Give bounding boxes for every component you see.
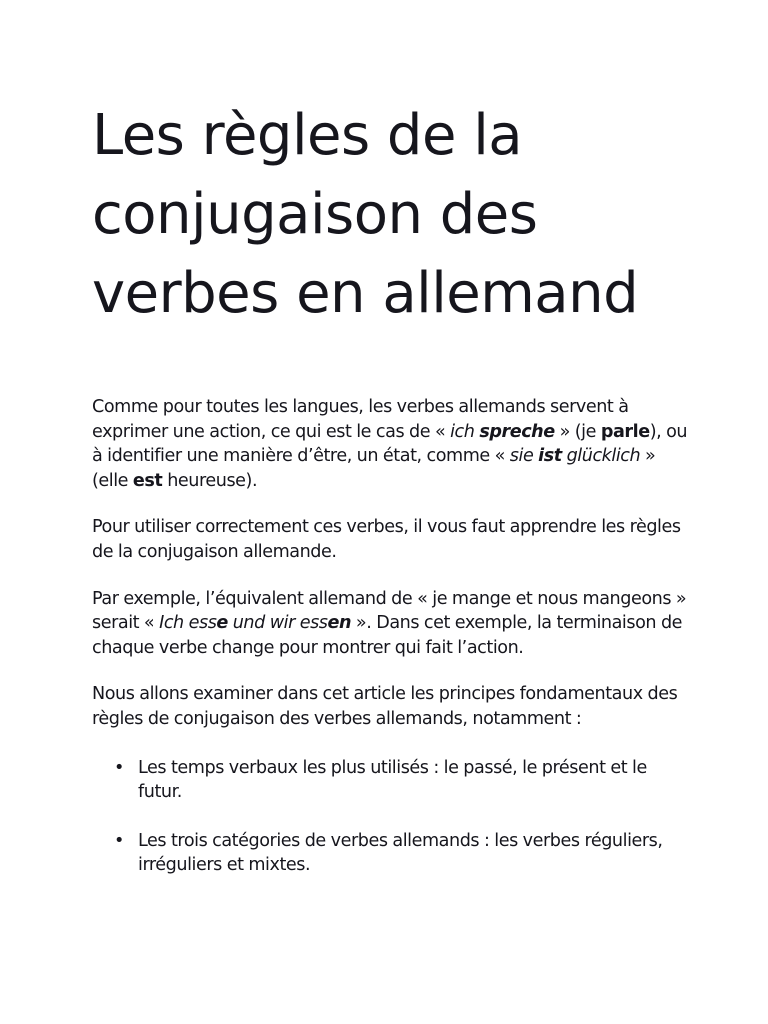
french-word-est: est <box>132 470 163 491</box>
paragraph-overview: Nous allons examiner dans cet article les principes fondamentaux des règles de conjugaison des verbes allemands, notamment : <box>92 684 678 729</box>
text-run: » (elle <box>92 446 656 491</box>
german-stem-ich-ess: Ich ess <box>159 613 217 634</box>
german-word-spreche: spreche <box>479 421 555 442</box>
german-ending-e: e <box>216 613 228 634</box>
article <box>92 96 692 902</box>
german-word-sie: sie <box>509 446 534 467</box>
german-word-glucklich: glücklich <box>566 446 641 467</box>
text-run: ». Dans cet exemple, la terminaison de chaque verbe change pour montrer qui fait l’action. <box>92 613 683 658</box>
page-title: Les règles de la conjugaison des verbes en allemand <box>92 103 639 326</box>
list-item-text: Les trois catégories de verbes allemands : les verbes réguliers, irréguliers et mixtes. <box>138 830 663 876</box>
article-body <box>92 395 692 878</box>
german-word-ich: ich <box>450 421 475 442</box>
text-run: Par exemple, l’équivalent allemand de « je mange et nous mangeons » serait « <box>92 588 687 634</box>
paragraph-example <box>92 587 692 661</box>
french-word-parle: parle <box>600 421 650 442</box>
list-item <box>92 829 692 878</box>
topic-list <box>92 756 692 878</box>
german-ending-en: en <box>327 613 352 634</box>
text-run: » (je <box>554 421 601 442</box>
text-run: Comme pour toutes les langues, les verbes allemands servent à exprimer une action, ce qui est le cas de « <box>92 397 629 442</box>
german-word-ist: ist <box>538 446 562 467</box>
german-stem-und-wir-ess: und wir ess <box>227 613 328 634</box>
bullet-icon: • <box>114 830 124 851</box>
list-item <box>92 756 692 805</box>
text-run: heureuse). <box>162 470 258 491</box>
list-item-text: Les temps verbaux les plus utilisés : le passé, le présent et le futur. <box>138 757 647 803</box>
text-run: ), ou à identifier une manière d’être, un état, comme « <box>92 421 688 467</box>
paragraph-intro <box>92 395 692 493</box>
paragraph-usage: Pour utiliser correctement ces verbes, il vous faut apprendre les règles de la conjugaison allemande. <box>92 517 681 562</box>
bullet-icon: • <box>114 757 124 778</box>
